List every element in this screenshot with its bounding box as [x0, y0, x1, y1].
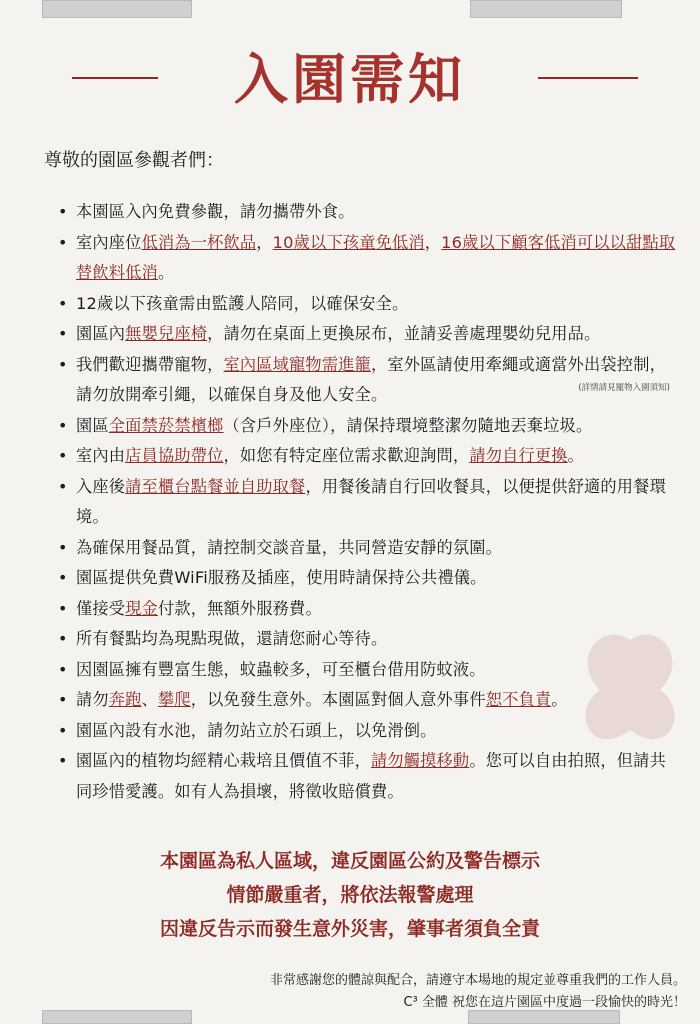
- warning-block: [0, 844, 700, 946]
- rule-text: 。: [551, 690, 568, 709]
- rule-item: [52, 289, 682, 320]
- title-rule-left: [72, 77, 158, 79]
- bullet-icon: •: [58, 629, 68, 648]
- bullet-icon: •: [58, 324, 68, 343]
- rule-text: 為確保用餐品質，請控制交談音量，共同營造安靜的氛圍。: [76, 537, 503, 557]
- bullet-icon: •: [58, 537, 68, 557]
- rule-text: 因園區擁有豐富生態，蚊蟲較多，可至櫃台借用防蚊液。: [76, 659, 486, 679]
- bullet-icon: •: [58, 293, 68, 313]
- tape-top-right: [470, 0, 622, 18]
- rule-item: [52, 441, 682, 472]
- bullet-icon: •: [58, 202, 68, 221]
- rule-text: 園區: [76, 415, 109, 435]
- rule-emphasis: 奔跑: [108, 690, 142, 709]
- page-title: 入園需知: [234, 47, 466, 111]
- rule-text: ，: [256, 232, 273, 252]
- rule-text: 我們歡迎攜帶寵物，: [76, 354, 224, 374]
- bullet-icon: •: [58, 690, 68, 709]
- title-rule-right: [538, 77, 638, 79]
- bullet-icon: •: [58, 476, 68, 496]
- rule-text: 園區內設有水池，請勿站立於石頭上，以免滑倒。: [76, 720, 437, 740]
- rule-text: 。: [157, 263, 175, 282]
- rule-emphasis: 請勿自行更換: [469, 446, 568, 465]
- bullet-icon: •: [58, 415, 68, 435]
- pet-note: (詳情請見寵物入園須知): [578, 383, 670, 393]
- rule-item: [52, 350, 682, 411]
- rule-item: [52, 411, 682, 442]
- bullet-icon: •: [58, 751, 68, 770]
- warning-line: 本園區為私人區域，違反園區公約及警告標示: [159, 850, 540, 872]
- rule-text: 付款，無額外服務費。: [157, 598, 322, 618]
- warning-line: 因違反告示而發生意外災害，肇事者須負全責: [159, 918, 540, 940]
- rule-emphasis: 請至櫃台點餐並自助取餐: [125, 476, 306, 496]
- rule-item: [52, 228, 682, 289]
- rule-text: 所有餐點均為現點現做，還請您耐心等待。: [76, 629, 388, 648]
- rule-emphasis: 店員協助帶位: [125, 446, 224, 465]
- rule-text: ，室外區請使用牽繩或適當外出袋控制，請勿放開牽引繩，以確保自身及他人安全。: [76, 354, 666, 404]
- rule-text: 12歲以下孩童需由監護人陪同，以確保安全。: [76, 293, 409, 313]
- rule-emphasis: 10歲以下孩童免低消: [272, 232, 425, 252]
- rule-text: 。: [567, 446, 585, 465]
- rule-text: ，用餐後請自行回收餐具，以便提供舒適的用餐環境。: [76, 476, 666, 526]
- bullet-icon: •: [58, 659, 68, 679]
- rule-text: 園區內的植物均經精心栽培且價值不菲，: [76, 751, 371, 770]
- rule-text: 僅接受: [76, 598, 126, 618]
- rule-item: [52, 594, 682, 625]
- bullet-icon: •: [58, 568, 68, 587]
- rule-emphasis: 攀爬: [157, 690, 191, 709]
- rule-text: ，以免發生意外。本園區對個人意外事件: [190, 690, 486, 709]
- bullet-icon: •: [58, 720, 68, 740]
- rule-item: [52, 319, 682, 350]
- tape-bottom-left: [42, 1010, 192, 1024]
- warning-line: 情節嚴重者，將依法報警處理: [226, 884, 474, 906]
- rule-item: [52, 563, 682, 594]
- rule-text: （含戶外座位），請保持環境整潔勿隨地丟棄垃圾。: [223, 415, 593, 435]
- rule-emphasis: 恕不負責: [485, 690, 552, 709]
- rule-emphasis: 全面禁菸禁檳榔: [108, 415, 224, 435]
- rule-item: [52, 472, 682, 533]
- rules-list: [52, 197, 682, 807]
- rule-item: [52, 533, 682, 564]
- bullet-icon: •: [58, 232, 68, 252]
- rule-item: [52, 655, 682, 686]
- tape-top-left: [42, 0, 192, 18]
- rule-text: 請勿: [76, 690, 109, 709]
- bullet-icon: •: [58, 598, 68, 618]
- bullet-icon: •: [58, 354, 68, 374]
- rule-emphasis: 室內區域寵物需進籠: [223, 354, 371, 374]
- rule-text: 園區內: [76, 324, 126, 343]
- rule-text: 。您可以自由拍照，但請共同珍惜愛護。如有人為損壞，將徵收賠償費。: [76, 751, 666, 801]
- rule-text: ，: [424, 232, 442, 252]
- rule-item: [52, 624, 682, 655]
- footer-thanks: 非常感謝您的體諒與配合，請遵守本場地的規定並尊重我們的工作人員。: [269, 973, 686, 988]
- rule-text: 入座後: [76, 476, 126, 496]
- rule-emphasis: 16歲以下顧客低消可以以甜點取替飲料低消: [76, 232, 676, 282]
- rule-text: ，如您有特定座位需求歡迎詢問，: [223, 446, 470, 465]
- rule-item: [52, 197, 682, 228]
- rule-emphasis: 低消為一杯飲品: [141, 232, 257, 252]
- rule-item: [52, 716, 682, 747]
- footer: [270, 970, 686, 1014]
- greeting: 尊敬的園區參觀者們：: [44, 150, 224, 171]
- footer-wishes: C³ 全體 祝您在這片園區中度過一段愉快的時光！: [403, 995, 686, 1010]
- rule-text: 本園區入內免費參觀，請勿攜帶外食。: [76, 202, 355, 221]
- rule-item: [52, 746, 682, 807]
- rule-emphasis: 無嬰兒座椅: [125, 324, 208, 343]
- rule-text: 園區提供免費WiFi服務及插座，使用時請保持公共禮儀。: [76, 568, 487, 587]
- title-row: [0, 44, 700, 114]
- rule-text: 室內由: [76, 446, 126, 465]
- bullet-icon: •: [58, 446, 68, 465]
- rule-text: 、: [141, 690, 158, 709]
- rule-text: 室內座位: [76, 232, 142, 252]
- rule-emphasis: 請勿觸摸移動: [370, 751, 470, 770]
- rule-text: ，請勿在桌面上更換尿布，並請妥善處理嬰幼兒用品。: [207, 324, 601, 343]
- rule-emphasis: 現金: [125, 598, 158, 618]
- rule-item: [52, 685, 682, 716]
